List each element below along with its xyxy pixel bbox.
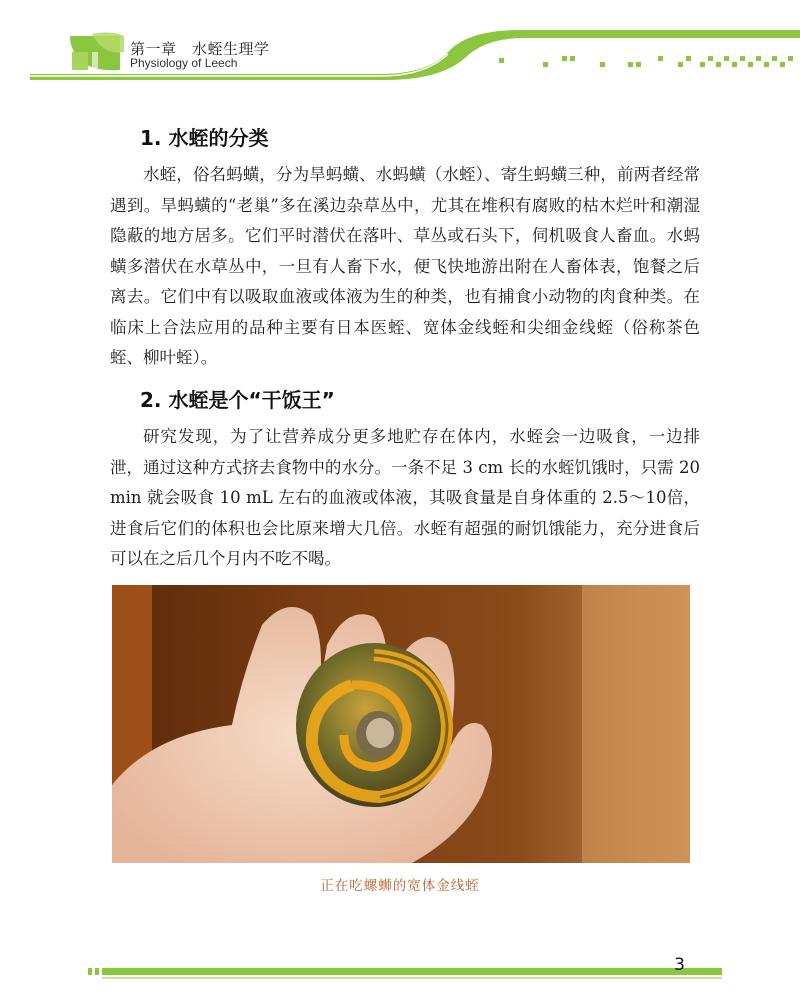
chapter-title: 第一章 水蛭生理学 xyxy=(130,40,270,58)
green-leaf-logo-icon xyxy=(70,32,124,70)
pixel-squares-decoration xyxy=(499,56,793,67)
leech-photo xyxy=(112,585,690,863)
section-heading-big-eater: 2. 水蛭是个“干饭王” xyxy=(140,388,335,412)
section-heading-classification: 1. 水蛭的分类 xyxy=(140,126,269,150)
header-decoration xyxy=(0,0,800,90)
page-header xyxy=(0,0,800,90)
snail-with-leech xyxy=(296,643,452,807)
chapter-subtitle: Physiology of Leech xyxy=(130,56,238,70)
section-paragraph-big-eater: 研究发现，为了让营养成分更多地贮存在体内，水蛭会一边吸食，一边排泄，通过这种方式挤去食物中的水分。一条不足 3 cm 长的水蛭饥饿时，只需 20 min 就会吸食 10 mL 左右的血液或体液，其吸食量是自身体重的 2.5～10倍，进食后它们的体积也会比原来增大几倍。水蛭有超强的耐饥饿能力，充分进食后可以在之后几个月内不吃不喝。 xyxy=(110,427,700,568)
figure-caption: 正在吃螺蛳的宽体金线蛭 xyxy=(320,878,480,894)
section-paragraph-classification: 水蛭，俗名蚂蟥，分为旱蚂蟥、水蚂蟥（水蛭）、寄生蚂蟥三种，前两者经常遇到。旱蚂蟥的“老巢”多在溪边杂草丛中，尤其在堆积有腐败的枯木烂叶和潮湿隐蔽的地方居多。它们平时潜伏在落叶、草丛或石头下，伺机吸食人畜血。水蚂蟥多潜伏在水草丛中，一旦有人畜下水，便飞快地游出附在人畜体表，饱餐之后离去。它们中有以吸取血液或体液为生的种类，也有捕食小动物的肉食种类。在临床上合法应用的品种主要有日本医蛭、宽体金线蛭和尖细金线蛭（俗称茶色蛭、柳叶蛭）。 xyxy=(110,165,700,367)
page-number: 3 xyxy=(674,955,685,975)
